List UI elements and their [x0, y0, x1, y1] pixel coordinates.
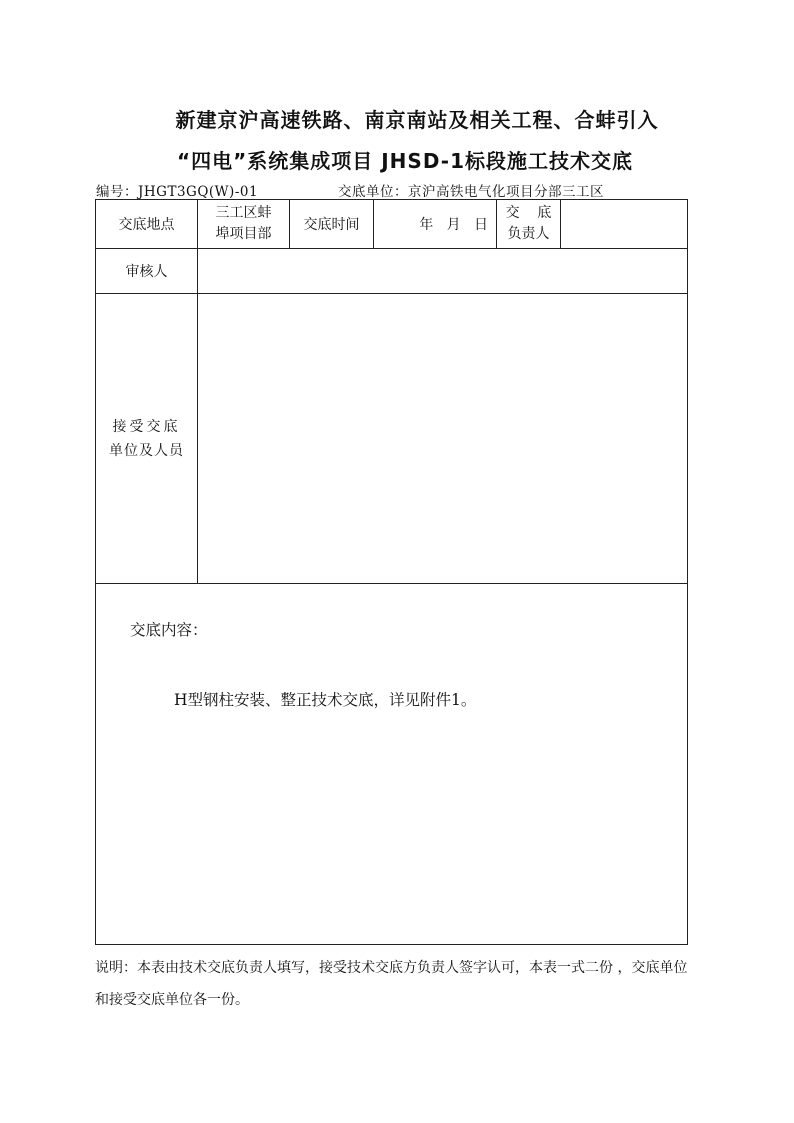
- responsible-label-line1: 交 底: [505, 205, 552, 221]
- location-value-line1: 三工区蚌: [215, 205, 272, 221]
- location-value[interactable]: [198, 200, 290, 249]
- receiver-label-line1: 接受交底: [112, 418, 181, 435]
- briefing-form-table: [95, 199, 688, 945]
- responsible-label-line2: 负责人: [507, 226, 550, 242]
- receiver-label: [96, 294, 198, 584]
- location-value-line2: 埠项目部: [215, 226, 272, 242]
- content-field[interactable]: [96, 584, 688, 945]
- time-label: 交底时间: [290, 200, 374, 249]
- responsible-label: [497, 200, 561, 249]
- location-label: 交底地点: [96, 200, 198, 249]
- header-row: [96, 200, 688, 249]
- receiver-row: [96, 294, 688, 584]
- reviewer-label: 审核人: [96, 249, 198, 294]
- responsible-signature-field[interactable]: [561, 200, 688, 249]
- document-number: 编号：JHGT3GQ(W)-01: [96, 184, 259, 200]
- content-heading: 交底内容：: [130, 621, 208, 639]
- receiver-label-line2: 单位及人员: [109, 442, 184, 459]
- content-body: H型钢柱安装、整正技术交底，详见附件1。: [174, 691, 477, 709]
- reviewer-field[interactable]: [198, 249, 688, 294]
- date-field[interactable]: 年 月 日: [374, 200, 497, 249]
- document-title-line2: “四电”系统集成项目 JHSD-1标段施工技术交底: [176, 149, 634, 173]
- content-row: [96, 584, 688, 945]
- footnote: 说明：本表由技术交底负责人填写，接受技术交底方负责人签字认可，本表一式二份 ，交底单位和接受交底单位各一份。: [95, 960, 688, 1008]
- reviewer-row: [96, 249, 688, 294]
- issuing-unit: 交底单位：京沪高铁电气化项目分部三工区: [338, 184, 604, 200]
- receiver-field[interactable]: [198, 294, 688, 584]
- document-title-line1: 新建京沪高速铁路、南京南站及相关工程、合蚌引入: [175, 108, 659, 132]
